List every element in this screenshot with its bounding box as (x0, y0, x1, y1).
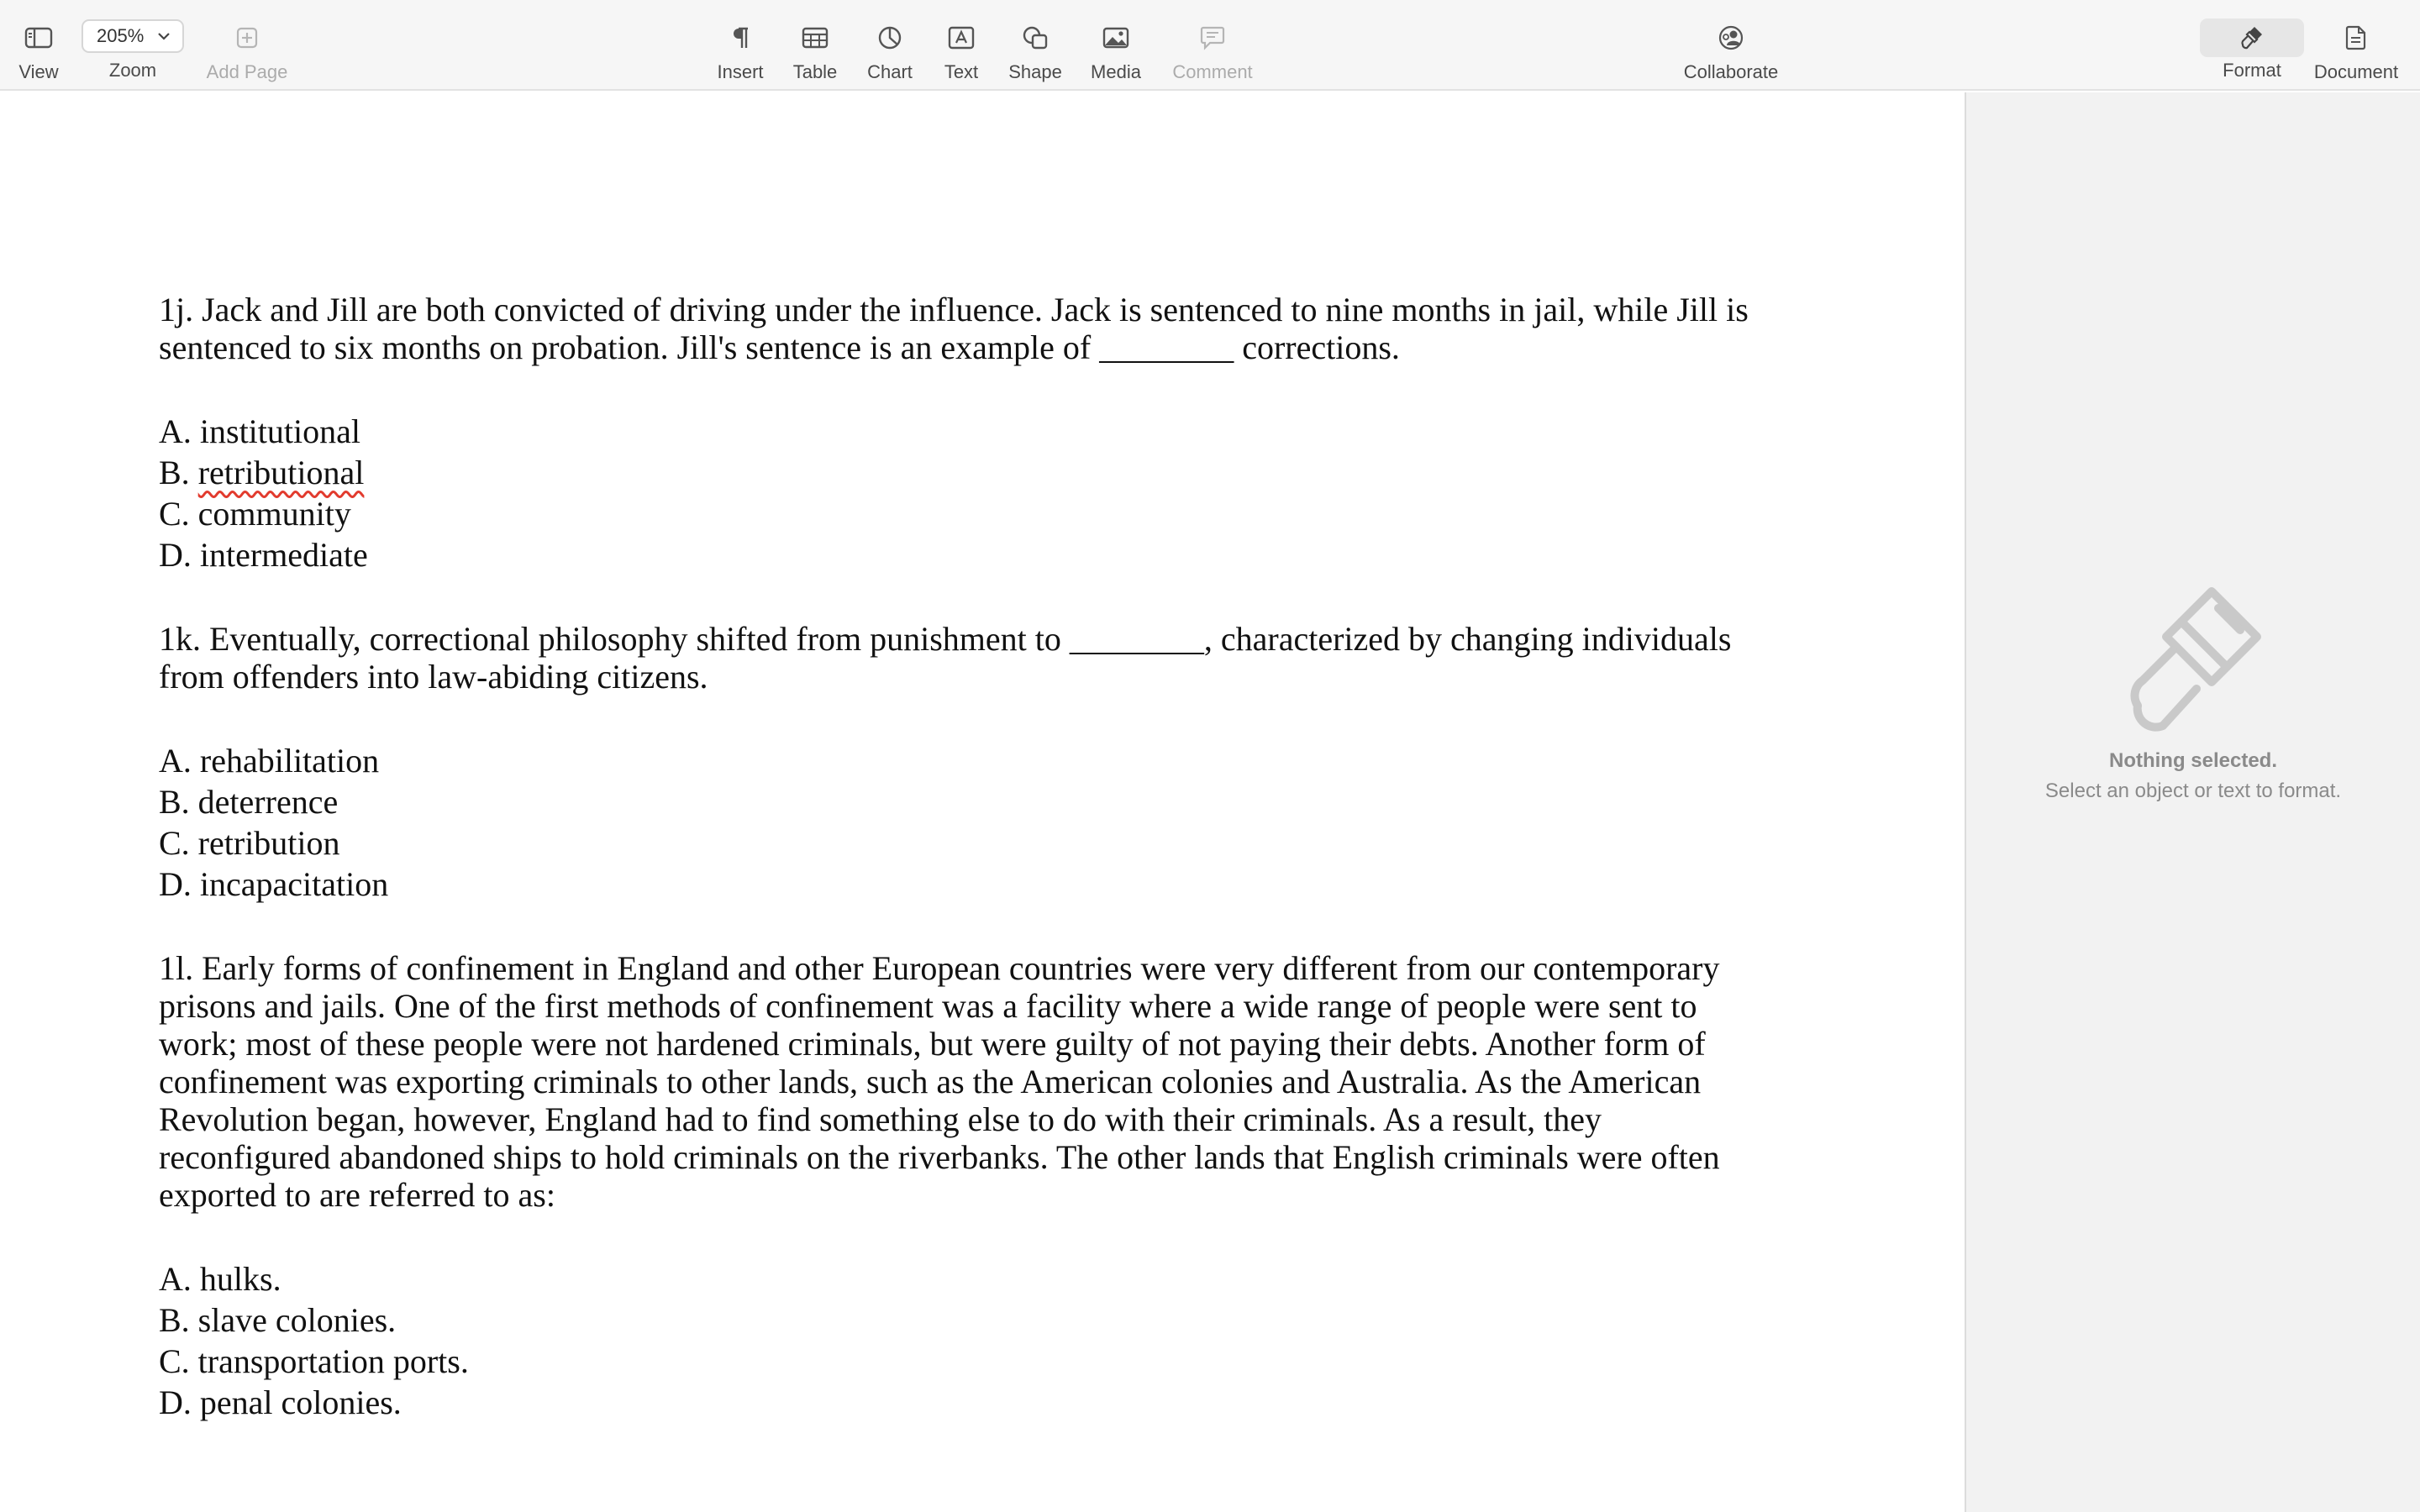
zoom-value: 205% (97, 25, 145, 46)
zoom-label: Zoom (108, 60, 157, 81)
zoom-select[interactable] (82, 19, 184, 53)
text-label: Text (944, 61, 979, 82)
collaborate-button[interactable] (1677, 0, 1785, 91)
insert-button[interactable] (708, 0, 773, 91)
sidebar-icon (24, 22, 53, 54)
add-page-label: Add Page (206, 61, 288, 82)
chart-icon (877, 22, 902, 54)
zoom-control[interactable] (81, 0, 185, 91)
collaborate-label: Collaborate (1683, 61, 1779, 82)
document-icon (2345, 22, 2367, 54)
format-inspector (1965, 92, 2420, 1512)
media-label: Media (1091, 61, 1141, 82)
question-1l-option-a[interactable]: A. hulks. (159, 1260, 281, 1298)
collaborate-icon (1717, 22, 1745, 54)
document-body[interactable] (159, 291, 1781, 1423)
media-button[interactable] (1084, 0, 1148, 91)
add-page-button[interactable] (202, 0, 292, 91)
question-1k-option-c[interactable]: C. retribution (159, 824, 340, 862)
table-button[interactable] (785, 0, 845, 91)
table-label: Table (792, 61, 838, 82)
nothing-selected-title: Nothing selected. (2108, 749, 2278, 772)
question-1k-option-b[interactable]: B. deterrence (159, 783, 339, 821)
shape-icon (1022, 22, 1049, 54)
question-1j-option-c[interactable]: C. community (159, 495, 351, 533)
document-button[interactable] (2309, 0, 2403, 91)
text-button[interactable] (934, 0, 988, 91)
question-1j-option-b[interactable] (159, 452, 1781, 493)
paintbrush-icon (2124, 583, 2265, 738)
document-canvas[interactable] (0, 92, 1965, 1512)
question-1k-option-a[interactable]: A. rehabilitation (159, 742, 380, 780)
option-b-prefix: B. (159, 454, 198, 491)
chart-button[interactable] (862, 0, 918, 91)
question-1l-option-b[interactable]: B. slave colonies. (159, 1301, 397, 1339)
shape-label: Shape (1008, 61, 1062, 82)
add-page-icon (235, 22, 259, 54)
format-pill (2200, 18, 2304, 57)
view-label: View (18, 61, 59, 82)
chart-label: Chart (867, 61, 913, 82)
question-1j-stem[interactable]: 1j. Jack and Jill are both convicted of driving under the influence. Jack is sentenced to nine months in jail, while Jill is sentenced to six months on probation. Jill's sentence is an example of ________ corrections. (159, 291, 1749, 366)
question-1l-stem[interactable]: 1l. Early forms of confinement in England and other European countries were very different from our contemporary prisons and jails. One of the first methods of confinement was a facility where a wide range of people were sent to work; most of these people were not hardened criminals, but were guilty of not paying their debts. Another form of confinement was exporting criminals to other lands, such as the American colonies and Australia. As the American Revolution began, however, England had to find something else to do with their criminals. As a result, they reconfigured abandoned ships to hold criminals on the riverbanks. The other lands that English criminals were often exported to are referred to as: (159, 949, 1720, 1214)
format-label: Format (2223, 60, 2281, 81)
question-1l-option-c[interactable]: C. transportation ports. (159, 1342, 469, 1380)
pilcrow-icon (730, 22, 750, 54)
question-1l-option-d[interactable]: D. penal colonies. (159, 1383, 402, 1421)
comment-button[interactable] (1165, 0, 1260, 91)
question-1j-option-d[interactable]: D. intermediate (159, 536, 368, 574)
view-button[interactable] (13, 0, 64, 91)
format-button[interactable] (2200, 0, 2304, 91)
shape-button[interactable] (1003, 0, 1067, 91)
text-box-icon (948, 22, 975, 54)
document-label: Document (2313, 61, 2399, 82)
comment-label: Comment (1172, 61, 1253, 82)
insert-label: Insert (717, 61, 764, 82)
table-icon (802, 22, 829, 54)
photo-icon (1102, 22, 1129, 54)
comment-icon (1200, 22, 1225, 54)
question-1k-option-d[interactable]: D. incapacitation (159, 865, 389, 903)
nothing-selected-subtitle: Select an object or text to format. (2044, 780, 2342, 802)
misspelled-word[interactable]: retributional (197, 454, 365, 491)
question-1k-stem[interactable]: 1k. Eventually, correctional philosophy shifted from punishment to ________, characterized by changing individuals from offenders into law-abiding citizens. (159, 620, 1732, 696)
question-1j-option-a[interactable]: A. institutional (159, 412, 360, 450)
paintbrush-icon (2239, 24, 2265, 51)
chevron-down-icon (157, 32, 171, 40)
toolbar (0, 0, 2420, 91)
